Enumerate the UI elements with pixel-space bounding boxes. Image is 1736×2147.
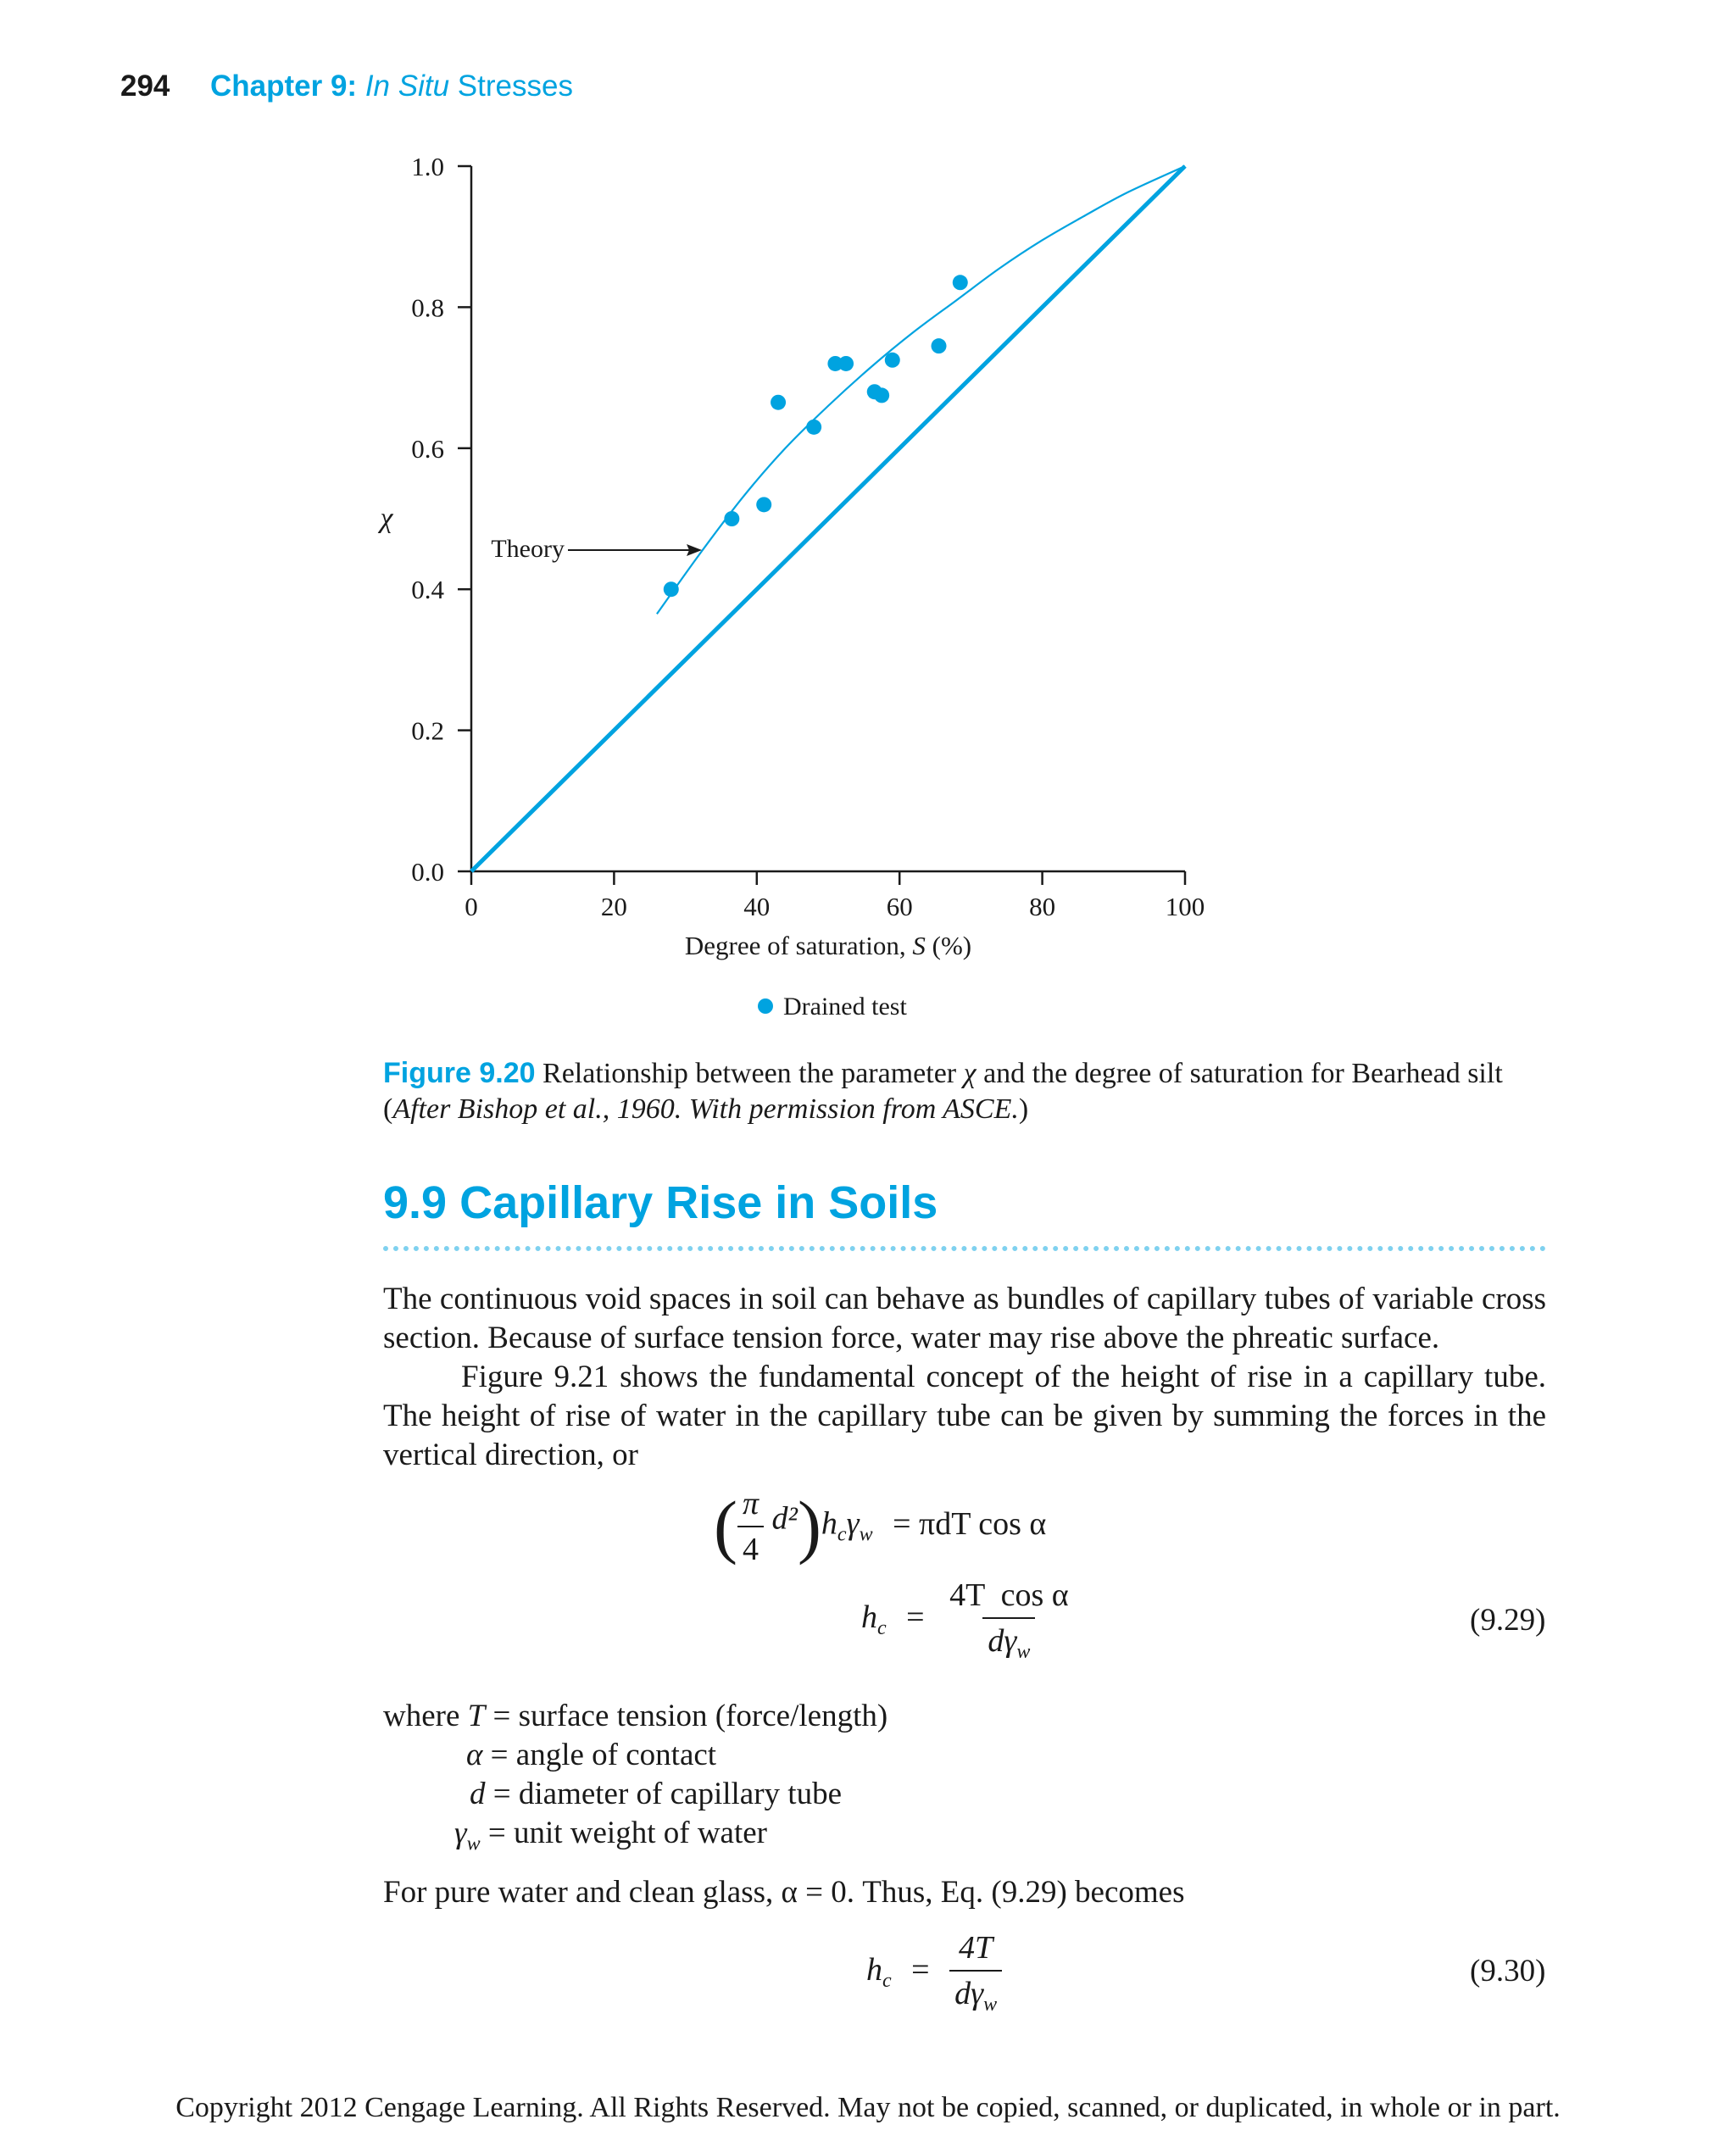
eq929-h-sub: c (877, 1617, 887, 1640)
where-word: where (383, 1699, 460, 1733)
eq-gamma-sub: w (859, 1523, 873, 1546)
caption-pre: Relationship between the parameter (542, 1058, 957, 1089)
y-tick-label: 0.8 (411, 292, 444, 323)
paragraph-1a: The continuous void spaces in soil can behave as bundles of capillary tubes of variable cross section. Because of surface tension force, water may rise above the phreatic surface. (383, 1282, 1546, 1355)
eq-four: 4 (737, 1526, 764, 1568)
eq-rhs: = πdT cos α (893, 1505, 1047, 1542)
theory-label: Theory (491, 535, 565, 563)
equation-number-9-29: (9.29) (1470, 1603, 1546, 1638)
paragraph-pure-water: For pure water and clean glass, α = 0. Thus, Eq. (9.29) becomes (383, 1875, 1185, 1910)
data-point (756, 497, 771, 512)
eq930-den-gamma: γ (971, 1976, 984, 2011)
x-tick-label: 80 (1029, 892, 1056, 921)
y-tick-label: 0.2 (411, 715, 444, 746)
x-tick-label: 60 (886, 892, 913, 921)
eq-pi: π (742, 1486, 760, 1521)
data-point (724, 511, 739, 526)
x-tick-label: 0 (465, 892, 478, 921)
eq929-h: h (861, 1599, 877, 1636)
x-tick-label: 40 (743, 892, 771, 921)
where-list (383, 1697, 887, 1863)
data-point (885, 353, 900, 368)
x-tick-label: 20 (600, 892, 627, 921)
theory-curve (657, 166, 1185, 614)
data-point (953, 275, 968, 290)
page-number: 294 (120, 70, 170, 103)
chapter-title-italic: In Situ (364, 70, 450, 103)
credit-open: ( (383, 1093, 393, 1125)
y-tick-label: 1.0 (411, 152, 444, 181)
eq930-equals: = (911, 1952, 930, 1988)
caption-credit: After Bishop et al., 1960. With permission from ASCE. (392, 1093, 1019, 1125)
eq-d2: d² (771, 1500, 798, 1537)
where-alpha-symbol: α (466, 1738, 483, 1772)
equation-9-30 (866, 1929, 1002, 2016)
data-point (932, 338, 947, 353)
data-point (806, 420, 821, 435)
eq930-h: h (866, 1952, 882, 1988)
y-tick-label: 0.6 (411, 433, 444, 464)
equality-line (471, 166, 1185, 871)
where-row-gamma: $\gamma_w$ = unit weight of water (454, 1816, 767, 1855)
legend-label: Drained test (783, 993, 907, 1021)
section-heading (383, 1176, 938, 1229)
theory-annotation (491, 535, 702, 563)
chi-saturation-chart (339, 136, 1238, 1034)
eq929-den-w: w (1016, 1641, 1031, 1663)
data-point (838, 356, 854, 371)
eq930-den-d: d (954, 1976, 971, 2011)
where-gamma-def: unit weight of water (513, 1816, 767, 1850)
section-title: Capillary Rise in Soils (459, 1177, 938, 1228)
eq-h: h (821, 1505, 837, 1542)
equation-number-9-30: (9.30) (1470, 1954, 1546, 1988)
paragraph-intro (383, 1280, 1546, 1475)
section-number: 9.9 (383, 1177, 448, 1228)
data-point (664, 581, 679, 597)
eq-h-sub: c (837, 1523, 847, 1546)
paragraph-1b: Figure 9.21 shows the fundamental concept of the height of rise in a capillary tube. The height of rise of water in the capillary tube can be given by summing the forces in the vertical direction, or (383, 1360, 1546, 1472)
chapter-label: Chapter 9: (210, 70, 358, 103)
eq929-numerator: 4T cos α (949, 1577, 1069, 1613)
data-point (874, 387, 889, 403)
figure-caption (383, 1055, 1604, 1127)
equation-9-29 (861, 1577, 1074, 1664)
data-point (771, 395, 786, 410)
section-divider (383, 1246, 1546, 1251)
where-gamma-symbol: γ (454, 1816, 467, 1850)
caption-post: and the degree of saturation for Bearhead silt (983, 1058, 1503, 1089)
where-d-def: diameter of capillary tube (518, 1777, 843, 1811)
legend-marker (758, 998, 773, 1014)
x-tick-label: 100 (1165, 892, 1205, 921)
y-tick-label: 0.4 (411, 575, 444, 605)
legend (758, 993, 907, 1021)
where-T-symbol: T (467, 1699, 486, 1733)
y-axis-label: χ (380, 503, 393, 534)
series-layer (471, 166, 1185, 871)
eq-gamma: γ (846, 1505, 860, 1542)
copyright-notice: Copyright 2012 Cengage Learning. All Rights Reserved. May not be copied, scanned, or duplicated, in whole or in part. (175, 2092, 1561, 2123)
eq930-numerator: 4T (959, 1930, 993, 1966)
where-alpha-def: angle of contact (515, 1738, 717, 1772)
where-T-def: surface tension (force/length) (518, 1699, 888, 1733)
where-d-symbol: d (470, 1777, 486, 1811)
caption-chi: χ (963, 1058, 976, 1089)
where-row-T: where T = surface tension (force/length) (383, 1699, 888, 1733)
y-tick-label: 0.0 (411, 857, 444, 887)
credit-close: ) (1018, 1093, 1029, 1125)
running-head (210, 70, 573, 103)
x-axis-label: Degree of saturation, S (%) (684, 931, 972, 960)
figure-label: Figure 9.20 (383, 1057, 536, 1089)
eq930-den-w: w (983, 1994, 998, 2016)
y-ticks (411, 152, 471, 887)
where-row-d: d = diameter of capillary tube (470, 1777, 843, 1811)
x-ticks (465, 871, 1205, 921)
where-row-alpha: α = angle of contact (466, 1738, 717, 1772)
equation-force-balance: ( $\frac{\pi}{4}$ $d^2)h_c\gamma_w = \pi dT$ cos α (714, 1486, 1047, 1567)
eq930-h-sub: c (882, 1970, 892, 1993)
eq929-equals: = (906, 1599, 925, 1636)
eq929-den-gamma: γ (1004, 1623, 1017, 1659)
eq929-den-d: d (988, 1623, 1004, 1659)
chapter-title-rest: Stresses (457, 70, 573, 103)
